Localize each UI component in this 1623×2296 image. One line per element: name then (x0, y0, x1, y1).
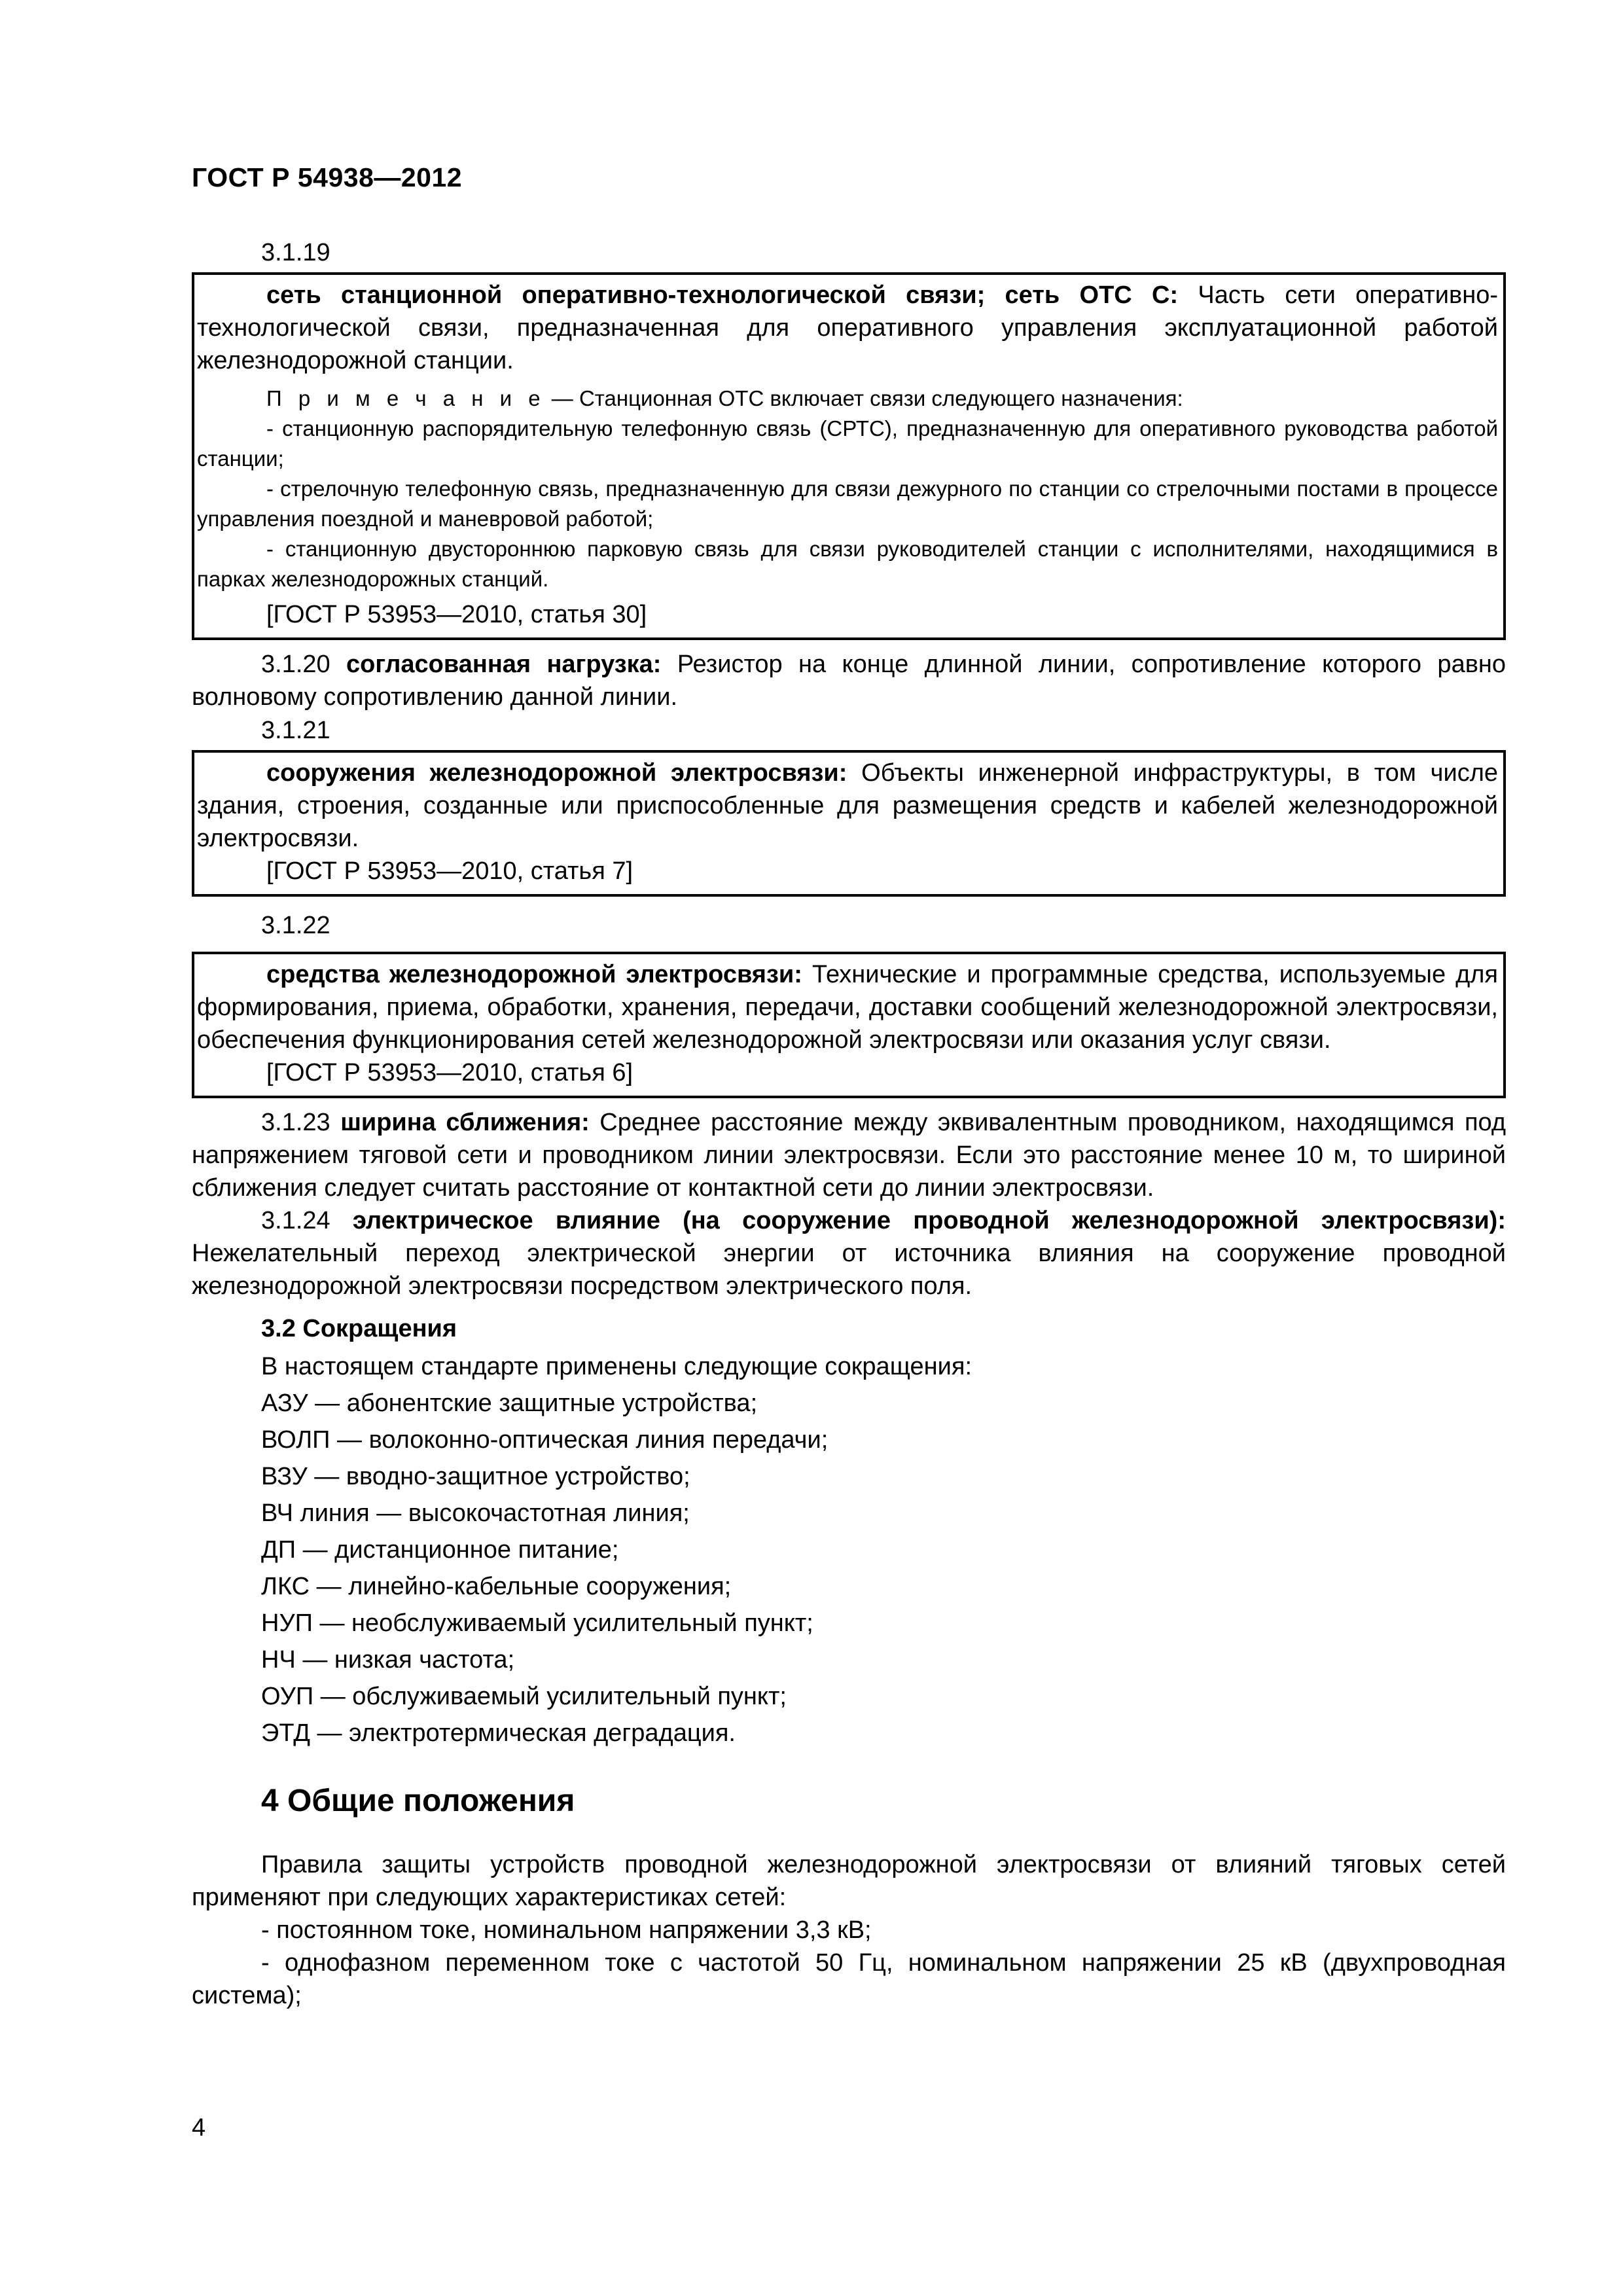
term-reference: [ГОСТ Р 53953—2010, статья 6] (266, 1059, 633, 1086)
term-text: Технические и программные средства, используемые для формирования, приема, обработки, хранения, передачи, доставки сообщений железнодорожной электросвязи, обеспечения функционирования сетей железнодорожной электросвязи или оказания услуг связи. (197, 961, 1498, 1054)
term-definition (192, 648, 1506, 713)
abbreviation-item: ВЧ линия — высокочастотная линия; (261, 1499, 690, 1527)
term-text: Объекты инженерной инфраструктуры, в том числе здания, строения, созданные или приспособленные для размещения средств и кабелей железнодорожной электросвязи. (197, 759, 1499, 852)
abbreviation-item: ВОЛП — волоконно-оптическая линия передачи; (261, 1426, 829, 1454)
note-intro: — Станционная ОТС включает связи следующего назначения: (545, 386, 1183, 410)
term-number: 3.1.19 (261, 239, 330, 266)
section-item: - постоянном токе, номинальном напряжении 3,3 кВ; (261, 1916, 872, 1944)
term-definition (192, 1106, 1506, 1204)
abbreviation-item: ЭТД — электротермическая деградация. (261, 1719, 736, 1747)
subsection-heading: 3.2 Сокращения (261, 1315, 457, 1342)
term-number: 3.1.20 (261, 651, 330, 678)
abbreviation-item: ЛКС — линейно-кабельные сооружения; (261, 1573, 732, 1600)
document-body (192, 236, 1506, 2012)
abbreviation-item: НЧ — низкая частота; (261, 1646, 515, 1674)
term-name: ширина сближения: (340, 1109, 590, 1136)
term-name: сооружения железнодорожной электросвязи: (266, 759, 847, 787)
term-box (192, 272, 1506, 640)
term-reference: [ГОСТ Р 53953—2010, статья 7] (266, 857, 633, 885)
section-intro: Правила защиты устройств проводной железнодорожной электросвязи от влияний тяговых сетей применяют при следующих характеристиках сетей: (192, 1851, 1506, 1911)
term-definition (197, 757, 1498, 855)
abbreviation-item: АЗУ — абонентские защитные устройства; (261, 1390, 758, 1417)
term-text: Нежелательный переход электрической энергии от источника влияния на сооружение проводной железнодорожной электросвязи посредством электрического поля. (192, 1240, 1506, 1300)
page-number: 4 (192, 2114, 206, 2142)
term-definition (192, 1204, 1506, 1302)
abbreviation-item: ОУП — обслуживаемый усилительный пункт; (261, 1683, 787, 1710)
term-text: Резистор на конце длинной линии, сопротивление которого равно волновому сопротивлению данной линии. (192, 651, 1507, 711)
term-number: 3.1.24 (261, 1207, 330, 1234)
term-reference: [ГОСТ Р 53953—2010, статья 30] (266, 601, 647, 628)
section-item: - однофазном переменном токе с частотой 50 Гц, номинальном напряжении 25 кВ (двухпроводная система); (192, 1949, 1506, 2009)
abbreviations-intro: В настоящем стандарте применены следующие сокращения: (261, 1353, 972, 1380)
note-item: - стрелочную телефонную связь, предназначенную для связи дежурного по станции со стрелочными постами в процессе управления поездной и маневровой работой; (197, 476, 1498, 531)
note-item: - станционную распорядительную телефонную связь (СРТС), предназначенную для оперативного руководства работой станции; (197, 416, 1498, 471)
document-header: ГОСТ Р 54938—2012 (192, 162, 463, 192)
abbreviation-item: ВЗУ — вводно-защитное устройство; (261, 1463, 690, 1490)
term-box (192, 750, 1506, 897)
note-item: - станционную двустороннюю парковую связь для связи руководителей станции с исполнителями, находящимися в парках железнодорожных станций. (197, 537, 1498, 591)
section-heading: 4 Общие положения (261, 1784, 575, 1818)
term-name: сеть станционной оперативно-технологической связи; сеть ОТС С: (266, 281, 1179, 309)
term-number: 3.1.23 (261, 1109, 330, 1136)
term-text: Часть сети оперативно-технологической связи, предназначенная для оперативного управления эксплуатационной работой железнодорожной станции. (197, 281, 1498, 374)
term-number: 3.1.21 (261, 717, 330, 744)
term-number: 3.1.22 (261, 912, 330, 939)
term-text: Среднее расстояние между эквивалентным проводником, находящимся под напряжением тяговой сети и проводником линии электросвязи. Если это расстояние менее 10 м, то шириной сближения следует считать расстояние от контактной сети до линии электросвязи. (192, 1109, 1507, 1202)
term-name: электрическое влияние (на сооружение проводной железнодорожной электросвязи): (352, 1207, 1506, 1234)
abbreviation-item: НУП — необслуживаемый усилительный пункт; (261, 1609, 813, 1637)
term-definition (197, 958, 1498, 1056)
term-name: средства железнодорожной электросвязи: (266, 961, 802, 988)
term-definition (197, 279, 1498, 377)
abbreviation-item: ДП — дистанционное питание; (261, 1536, 619, 1564)
term-name: согласованная нагрузка: (346, 651, 662, 678)
term-box (192, 952, 1506, 1098)
note-label: П р и м е ч а н и е (266, 386, 546, 410)
note (197, 384, 1498, 414)
